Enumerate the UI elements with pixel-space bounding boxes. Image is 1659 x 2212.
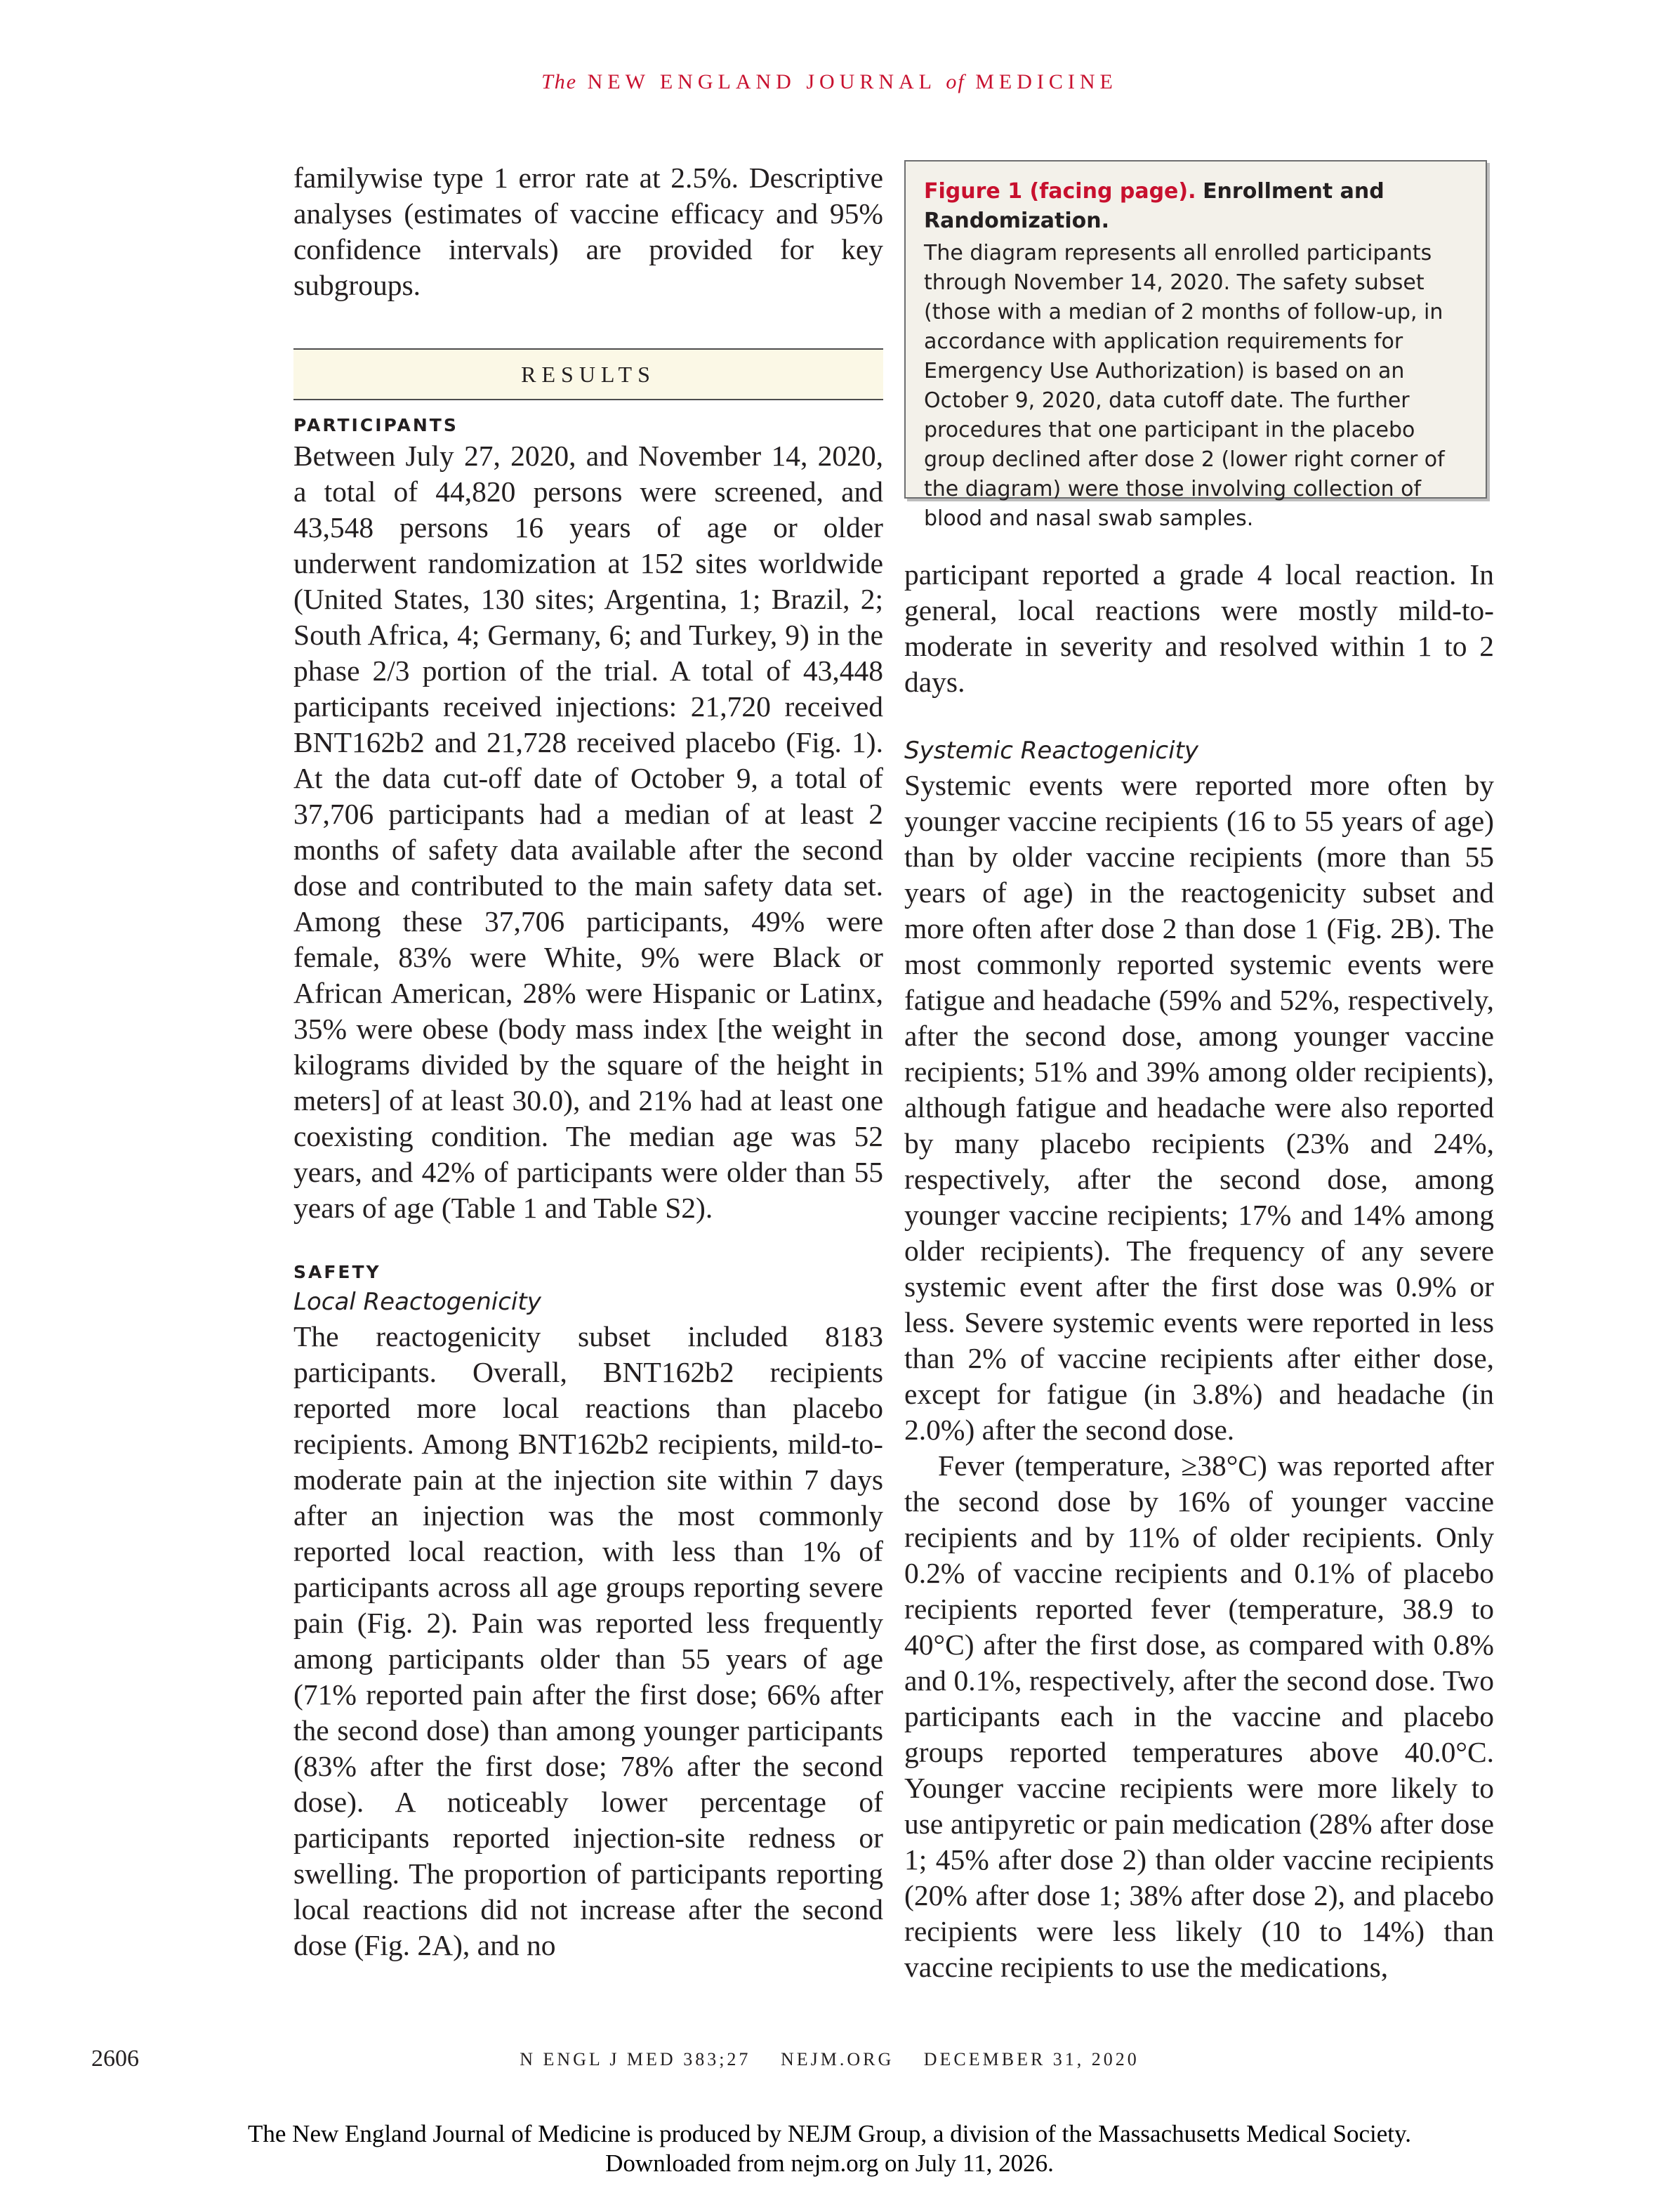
systemic-reactogenicity-paragraph: Systemic events were reported more often by younger vaccine recipients (16 to 55 years of age) than by older vaccine recipients (more than 55 years of age) in the reactogenicity subset and more often after dose 2 than dose 1 (Fig. 2B). The most commonly reported systemic events were fatigue and headache (59% and 52%, respectively, after the second dose, among younger vaccine recipients; 51% and 39% among older recipients), although fatigue and headache were also reported by many placebo recipients (23% and 24%, respectively, after the second dose, among younger vaccine recipients; 17% and 14% among older recipients). The frequency of any severe systemic event after the first dose was 0.9% or less. Severe systemic events were reported in less than 2% of vaccine recipients after either dose, except for fatigue (in 3.8%) and headache (in 2.0%) after the second dose. [904, 769, 1494, 1446]
download-notice-line2: Downloaded from nejm.org on July 11, 2026. [605, 2150, 1054, 2177]
download-notice [0, 2119, 1659, 2178]
running-head [0, 70, 1659, 94]
running-head-of: of [946, 70, 965, 93]
page-number: 2606 [91, 2046, 139, 2072]
running-head-journal-a: NEW ENGLAND JOURNAL [587, 70, 936, 93]
local-reactogenicity-paragraph: The reactogenicity subset included 8183 participants. Overall, BNT162b2 recipients reported more local reactions than placebo recipients. Among BNT162b2 recipients, mild-to-moderate pain at the injection site within 7 days after an injection was the most commonly reported local reaction, with less than 1% of participants across all age groups reporting severe pain (Fig. 2). Pain was reported less frequently among participants older than 55 years of age (71% reported pain after the first dose; 66% after the second dose) than among younger participants (83% after the first dose; 78% after the second dose). A noticeably lower percentage of participants reported injection-site redness or swelling. The proportion of participants reporting local reactions did not increase after the second dose (Fig. 2A), and no [293, 1320, 883, 1961]
right-column [904, 557, 1494, 1985]
fever-paragraph: Fever (temperature, ≥38°C) was reported after the second dose by 16% of younger vaccine recipients and by 11% of older recipients. Only 0.2% of vaccine recipients and 0.1% of placebo recipients reported fever (temperature, 38.9 to 40°C) after the first dose, as compared with 0.8% and 0.1%, respectively, after the second dose. Two participants each in the vaccine and placebo groups reported temperatures above 40.0°C. Younger vaccine recipients were more likely to use antipyretic or pain medication (28% after dose 1; 45% after dose 2) than older vaccine recipients (20% after dose 1; 38% after dose 2), and placebo recipients were less likely (10 to 14%) than vaccine recipients to use the medications, [904, 1449, 1494, 1983]
footer-citation: N ENGL J MED 383;27 [520, 2049, 751, 2069]
local-reactogenicity-heading: Local Reactogenicity [293, 1288, 541, 1316]
footer-date: DECEMBER 31, 2020 [923, 2049, 1139, 2069]
left-column [293, 160, 883, 1963]
download-notice-line1: The New England Journal of Medicine is produced by NEJM Group, a division of the Massachusetts Medical Society. [248, 2120, 1411, 2147]
intro-paragraph: familywise type 1 error rate at 2.5%. Descriptive analyses (estimates of vaccine efficacy and 95% confidence intervals) are provided for key subgroups. [293, 162, 883, 301]
participants-heading: PARTICIPANTS [293, 415, 458, 435]
participants-paragraph: Between July 27, 2020, and November 14, 2020, a total of 44,820 persons were screened, and 43,548 persons 16 years of age or older underwent randomization at 152 sites worldwide (United States, 130 sites; Argentina, 1; Brazil, 2; South Africa, 4; Germany, 6; and Turkey, 9) in the phase 2/3 portion of the trial. A total of 43,448 participants received injections: 21,720 received BNT162b2 and 21,728 received placebo (Fig. 1). At the data cut-off date of October 9, a total of 37,706 participants had a median of at least 2 months of safety data available after the second dose and contributed to the main safety data set. Among these 37,706 participants, 49% were female, 83% were White, 9% were Black or African American, 28% were Hispanic or Latinx, 35% were obese (body mass index [the weight in kilograms divided by the square of the height in meters] of at least 30.0), and 21% had at least one coexisting condition. The median age was 52 years, and 42% of participants were older than 55 years of age (Table 1 and Table S2). [293, 440, 883, 1224]
results-heading: RESULTS [293, 348, 883, 400]
figure-legend-text: The diagram represents all enrolled participants through November 14, 2020. The safety subset (those with a median of 2 months of follow-up, in accordance with application requirements for Emergency Use Authorization) is based on an October 9, 2020, data cutoff date. The further procedures that one participant in the placebo group declined after dose 2 (lower right corner of the diagram) were those involving collection of blood and nasal swab samples. [924, 241, 1445, 531]
running-head-the: The [541, 70, 578, 93]
footer-site: NEJM.ORG [780, 2049, 894, 2069]
running-head-journal-b: MEDICINE [975, 70, 1118, 93]
figure-title: Enrollment and Randomization. [924, 179, 1384, 233]
figure-legend-box [904, 160, 1487, 531]
systemic-reactogenicity-heading: Systemic Reactogenicity [904, 737, 1199, 765]
continuation-paragraph: participant reported a grade 4 local reaction. In general, local reactions were mostly mild-to-moderate in severity and resolved within 1 to 2 days. [904, 558, 1494, 698]
journal-footer [0, 2049, 1659, 2070]
safety-heading: SAFETY [293, 1262, 381, 1282]
figure-label: Figure 1 (facing page). [924, 179, 1196, 204]
